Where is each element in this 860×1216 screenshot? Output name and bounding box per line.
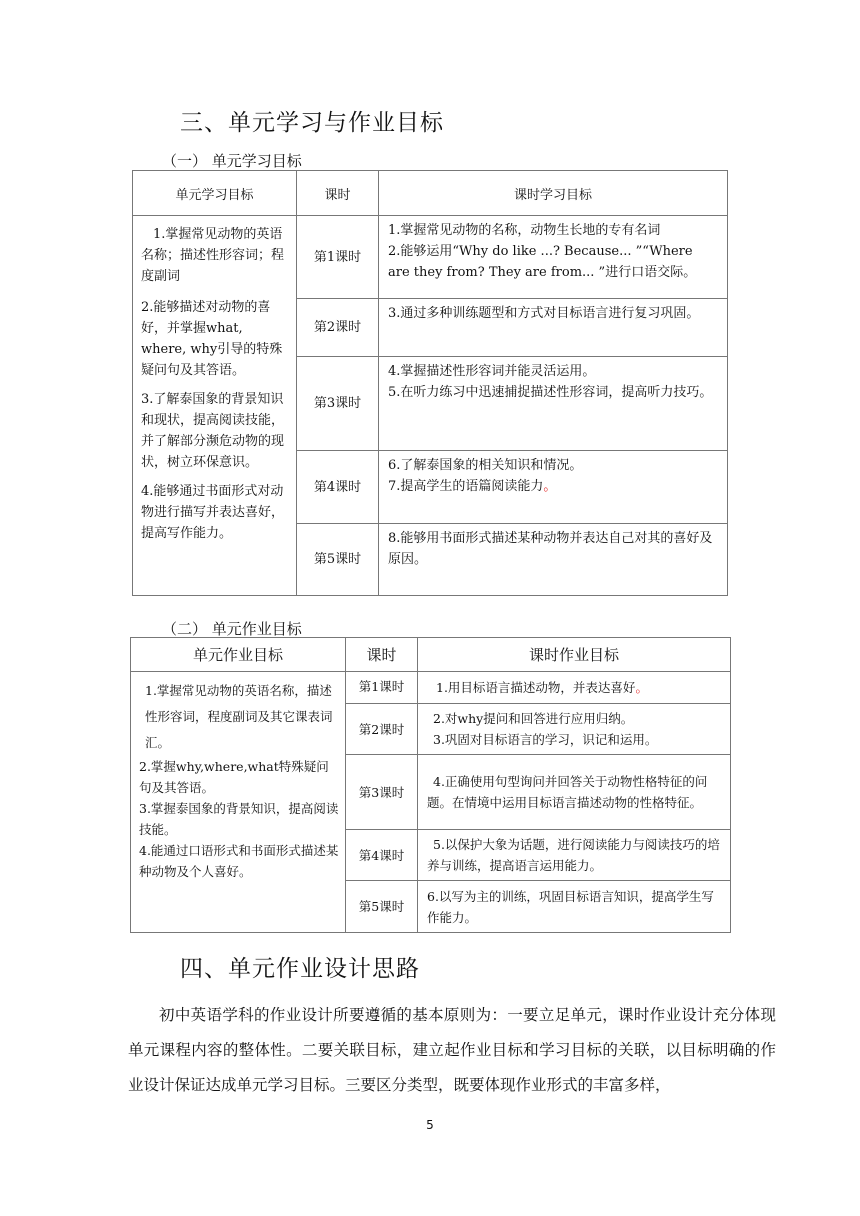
lesson-label: 第1课时 [297,216,379,299]
lesson-homework-goal-cell: 1.用目标语言描述动物，并表达喜好。 [418,672,731,704]
lesson-goal: 7.提高学生的语篇阅读能力。 [388,479,557,494]
lesson-homework-goal: 4.正确使用句型询问并回答关于动物性格特征的问题。在情境中运用目标语言描述动物的性格特征。 [427,774,708,810]
unit-goal-item: 1.掌握常见动物的英语名称；描述性形容词；程度副词 [141,227,285,284]
header-unit-homework-goal: 单元作业目标 [131,638,346,672]
header-lesson-goal: 课时学习目标 [379,171,728,216]
lesson-homework-goal: 5.以保护大象为话题，进行阅读能力与阅读技巧的培养与训练，提高语言运用能力。 [427,837,720,873]
lesson-label: 第3课时 [297,357,379,451]
unit-homework-goals-subtitle: （二） 单元作业目标 [162,620,302,638]
section-4-title: 四、单元作业设计思路 [180,956,420,982]
lesson-label: 第1课时 [346,672,418,704]
lesson-goal-cell [379,299,728,357]
lesson-goal: 8.能够用书面形式描述某种动物并表达自己对其的喜好及原因。 [388,531,713,567]
lesson-goal: 1.掌握常见动物的名称，动物生长地的专有名词 [388,223,661,238]
lesson-goal: 4.掌握描述性形容词并能灵活运用。 [388,364,596,379]
lesson-goal-cell [379,216,728,299]
lesson-goal-cell [379,451,728,524]
page-number: 5 [426,1118,434,1132]
lesson-goal-cell [379,357,728,451]
section-3-title: 三、单元学习与作业目标 [180,110,444,136]
lesson-label: 第5课时 [297,524,379,596]
lesson-label: 第5课时 [346,881,418,933]
lesson-homework-goal-cell [418,881,731,933]
lesson-homework-goal-cell [418,704,731,755]
unit-goal-item: 3.了解泰国象的背景知识和现状，提高阅读技能，并了解部分濒危动物的现状，树立环保意识。 [141,392,285,470]
lesson-homework-goal: 3.巩固对目标语言的学习，识记和运用。 [433,732,658,747]
lesson-label: 第2课时 [297,299,379,357]
lesson-homework-goal: 2.对why提问和回答进行应用归纳。 [433,711,634,726]
lesson-label: 第2课时 [346,704,418,755]
lesson-label: 第4课时 [346,830,418,881]
lesson-goal: 6.了解泰国象的相关知识和情况。 [388,458,583,473]
lesson-homework-goal: 6.以写为主的训练，巩固目标语言知识，提高学生写作能力。 [427,888,714,925]
header-lesson: 课时 [346,638,418,672]
lesson-goal-cell [379,524,728,596]
lesson-goal: 3.通过多种训练题型和方式对目标语言进行复习巩固。 [388,306,700,321]
header-unit-goal: 单元学习目标 [133,171,297,216]
lesson-homework-goal-cell [418,830,731,881]
body-paragraph: 初中英语学科的作业设计所要遵循的基本原则为：一要立足单元，课时作业设计充分体现单元课程内容的整体性。二要关联目标，建立起作业目标和学习目标的关联，以目标明确的作业设计保证达成单元学习目标。三要区分类型，既要体现作业形式的丰富多样， [128,1006,776,1094]
unit-goals-cell [133,216,297,596]
header-lesson-homework-goal: 课时作业目标 [418,638,731,672]
header-lesson: 课时 [297,171,379,216]
lesson-label: 第4课时 [297,451,379,524]
unit-homework-goal-item: 4.能通过口语形式和书面形式描述某种动物及个人喜好。 [139,843,339,879]
unit-goal-item: 2.能够描述对动物的喜好，并掌握what, where, why引导的特殊疑问句及其答语。 [141,300,283,378]
unit-homework-goal-item: 1.掌握常见动物的英语名称，描述性形容词，程度副词及其它课表词汇。 [145,683,333,750]
lesson-label: 第3课时 [346,755,418,830]
unit-learning-goals-table [132,170,728,596]
unit-goal-item: 4.能够通过书面形式对动物进行描写并表达喜好，提高写作能力。 [141,484,285,541]
unit-learning-goals-subtitle: （一） 单元学习目标 [162,152,302,170]
unit-homework-goals-table [130,637,731,933]
unit-homework-goal-item: 2.掌握why,where,what特殊疑问句及其答语。 [139,759,329,795]
lesson-homework-goal: 1.用目标语言描述动物，并表达喜好 [436,680,636,695]
lesson-homework-goal-cell [418,755,731,830]
unit-homework-goal-item: 3.掌握泰国象的背景知识，提高阅读技能。 [139,801,339,837]
lesson-goal: 2.能够运用“Why do like ...? Because... ”“Where are they from? They are from... ”进行口语交际。 [388,244,697,280]
unit-homework-goals-cell [131,672,346,933]
lesson-goal: 5.在听力练习中迅速捕捉描述性形容词，提高听力技巧。 [388,385,713,400]
